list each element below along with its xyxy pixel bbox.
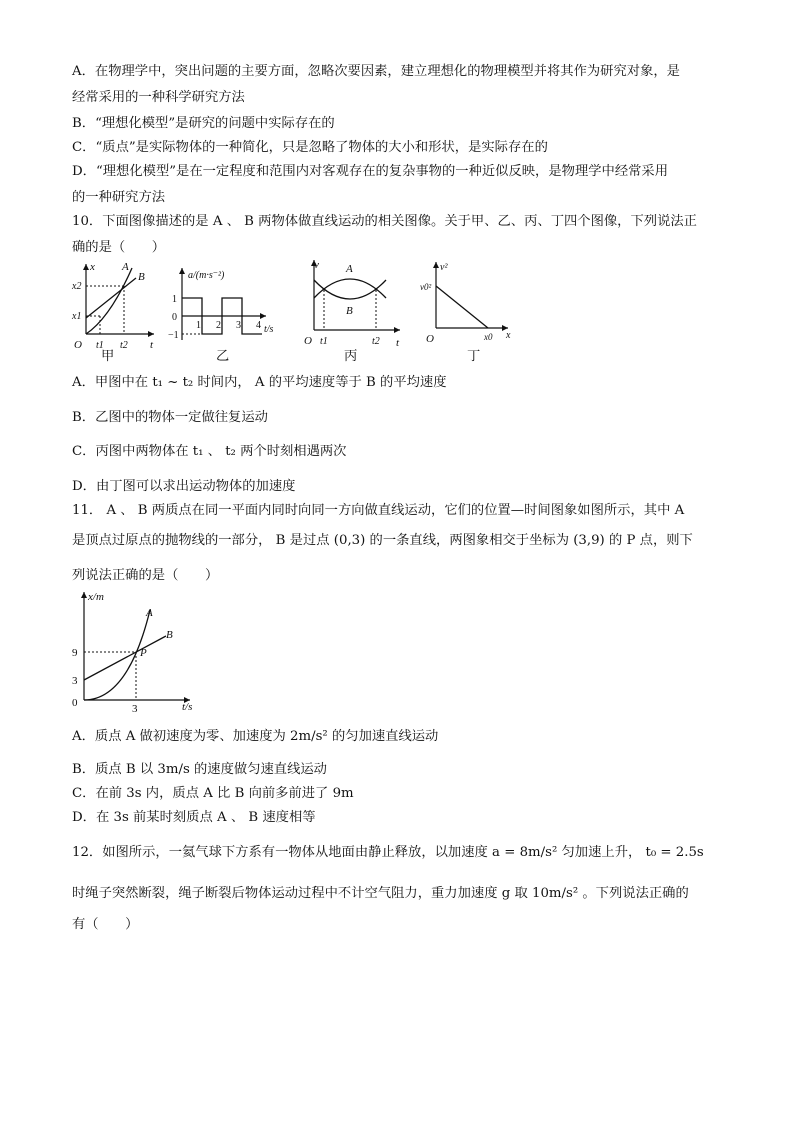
jia-x2: x2: [72, 281, 82, 292]
bing-origin: O: [304, 335, 312, 347]
q12-stem-line2: 时绳子突然断裂，绳子断裂后物体运动过程中不计空气阻力，重力加速度 g 取 10m/s² 。下列说法正确的: [72, 886, 689, 901]
jia-x1: x1: [72, 311, 82, 322]
jia-line-b: B: [138, 271, 145, 283]
jia-curve-a: A: [122, 261, 129, 273]
jia-y-label: x: [90, 261, 95, 273]
q12-stem-line1: 12．如图所示，一氦气球下方系有一物体从地面由静止释放，以加速度 a = 8m/s² 匀加速上升， t₀ = 2.5s: [72, 845, 704, 860]
q9-option-a-line2: 经常采用的一种科学研究方法: [72, 90, 245, 105]
q10-stem-line2: 确的是（ ）: [72, 240, 166, 255]
q11-y9: 9: [72, 647, 78, 659]
q11-option-d: D．在 3s 前某时刻质点 A 、 B 速度相等: [72, 810, 316, 825]
jia-t1: t1: [96, 340, 104, 351]
yi-xtick-1: 1: [196, 320, 201, 331]
q10-option-c: C．丙图中两物体在 t₁ 、 t₂ 两个时刻相遇两次: [72, 444, 347, 459]
q11-option-c: C．在前 3s 内，质点 A 比 B 向前多前进了 9m: [72, 786, 354, 801]
jia-origin: O: [74, 339, 82, 351]
figure-label-ding: 丁: [467, 349, 481, 364]
figure-q11: [70, 586, 200, 716]
yi-x-label: t/s: [264, 324, 274, 335]
figure-label-bing: 丙: [344, 349, 358, 364]
q12-stem-line3: 有（ ）: [72, 917, 139, 932]
figure-yi: [168, 262, 288, 352]
jia-t2: t2: [120, 340, 128, 351]
yi-tick-neg1: −1: [168, 330, 179, 341]
bing-t1: t1: [320, 336, 328, 347]
figure-label-yi: 乙: [216, 349, 230, 364]
q11-origin: 0: [72, 697, 78, 709]
ding-v0: v0²: [420, 282, 432, 292]
q10-option-a: A．甲图中在 t₁ ~ t₂ 时间内， A 的平均速度等于 B 的平均速度: [72, 375, 447, 390]
q11-y-label: x/m: [88, 591, 104, 603]
bing-x-label: t: [396, 337, 400, 349]
jia-x-label: t: [150, 339, 154, 351]
q11-stem-line3: 列说法正确的是（ ）: [72, 568, 219, 583]
q11-option-b: B．质点 B 以 3m/s 的速度做匀速直线运动: [72, 762, 327, 777]
q11-curve-a: A: [146, 607, 153, 619]
ding-origin: O: [426, 333, 434, 345]
bing-y-label: v: [314, 259, 319, 271]
q11-x-label: t/s: [182, 701, 193, 713]
q11-x3: 3: [132, 703, 138, 715]
bing-curve-b: B: [346, 305, 353, 317]
yi-tick-1: 1: [172, 294, 177, 305]
yi-xtick-3: 3: [236, 320, 241, 331]
ding-x-label: x: [506, 330, 511, 341]
q9-option-c: C．“质点”是实际物体的一种简化，只是忽略了物体的大小和形状，是实际存在的: [72, 140, 548, 155]
figure-jia: [70, 258, 160, 358]
ding-x0: x0: [484, 332, 493, 342]
ding-y-label: v²: [440, 262, 448, 273]
yi-xtick-4: 4: [256, 320, 261, 331]
bing-curve-a: A: [346, 263, 353, 275]
yi-xtick-2: 2: [216, 320, 221, 331]
q11-point-p: P: [140, 647, 147, 659]
q11-stem-line2: 是顶点过原点的抛物线的一部分， B 是过点 (0,3) 的一条直线，两图象相交于坐标为 (3,9) 的 P 点，则下: [72, 533, 693, 548]
q9-option-a-line1: A．在物理学中，突出问题的主要方面，忽略次要因素，建立理想化的物理模型并将其作为研究对象，是: [72, 64, 680, 79]
q10-option-d: D．由丁图可以求出运动物体的加速度: [72, 479, 296, 494]
q10-option-b: B．乙图中的物体一定做往复运动: [72, 410, 268, 425]
q9-option-d-line1: D．“理想化模型”是在一定程度和范围内对客观存在的复杂事物的一种近似反映，是物理学中经常采用: [72, 164, 669, 179]
q11-option-a: A．质点 A 做初速度为零、加速度为 2m/s² 的匀加速直线运动: [72, 729, 439, 744]
q11-y3: 3: [72, 675, 78, 687]
q10-stem-line1: 10．下面图像描述的是 A 、 B 两物体做直线运动的相关图像。关于甲、乙、丙、丁四个图像，下列说法正: [72, 214, 697, 229]
figure-bing: [300, 256, 410, 352]
figure-ding: [420, 258, 520, 348]
bing-t2: t2: [372, 336, 380, 347]
yi-y-label: a/(m·s⁻²): [188, 270, 225, 281]
yi-tick-0: 0: [172, 312, 177, 323]
q9-option-d-line2: 的一种研究方法: [72, 190, 166, 205]
q11-stem-line1: 11． A 、 B 两质点在同一平面内同时向同一方向做直线运动，它们的位置—时间图象如图所示，其中 A: [72, 503, 685, 518]
q11-line-b: B: [166, 629, 173, 641]
q9-option-b: B．“理想化模型”是研究的问题中实际存在的: [72, 116, 335, 131]
figure-label-jia: 甲: [101, 349, 115, 364]
